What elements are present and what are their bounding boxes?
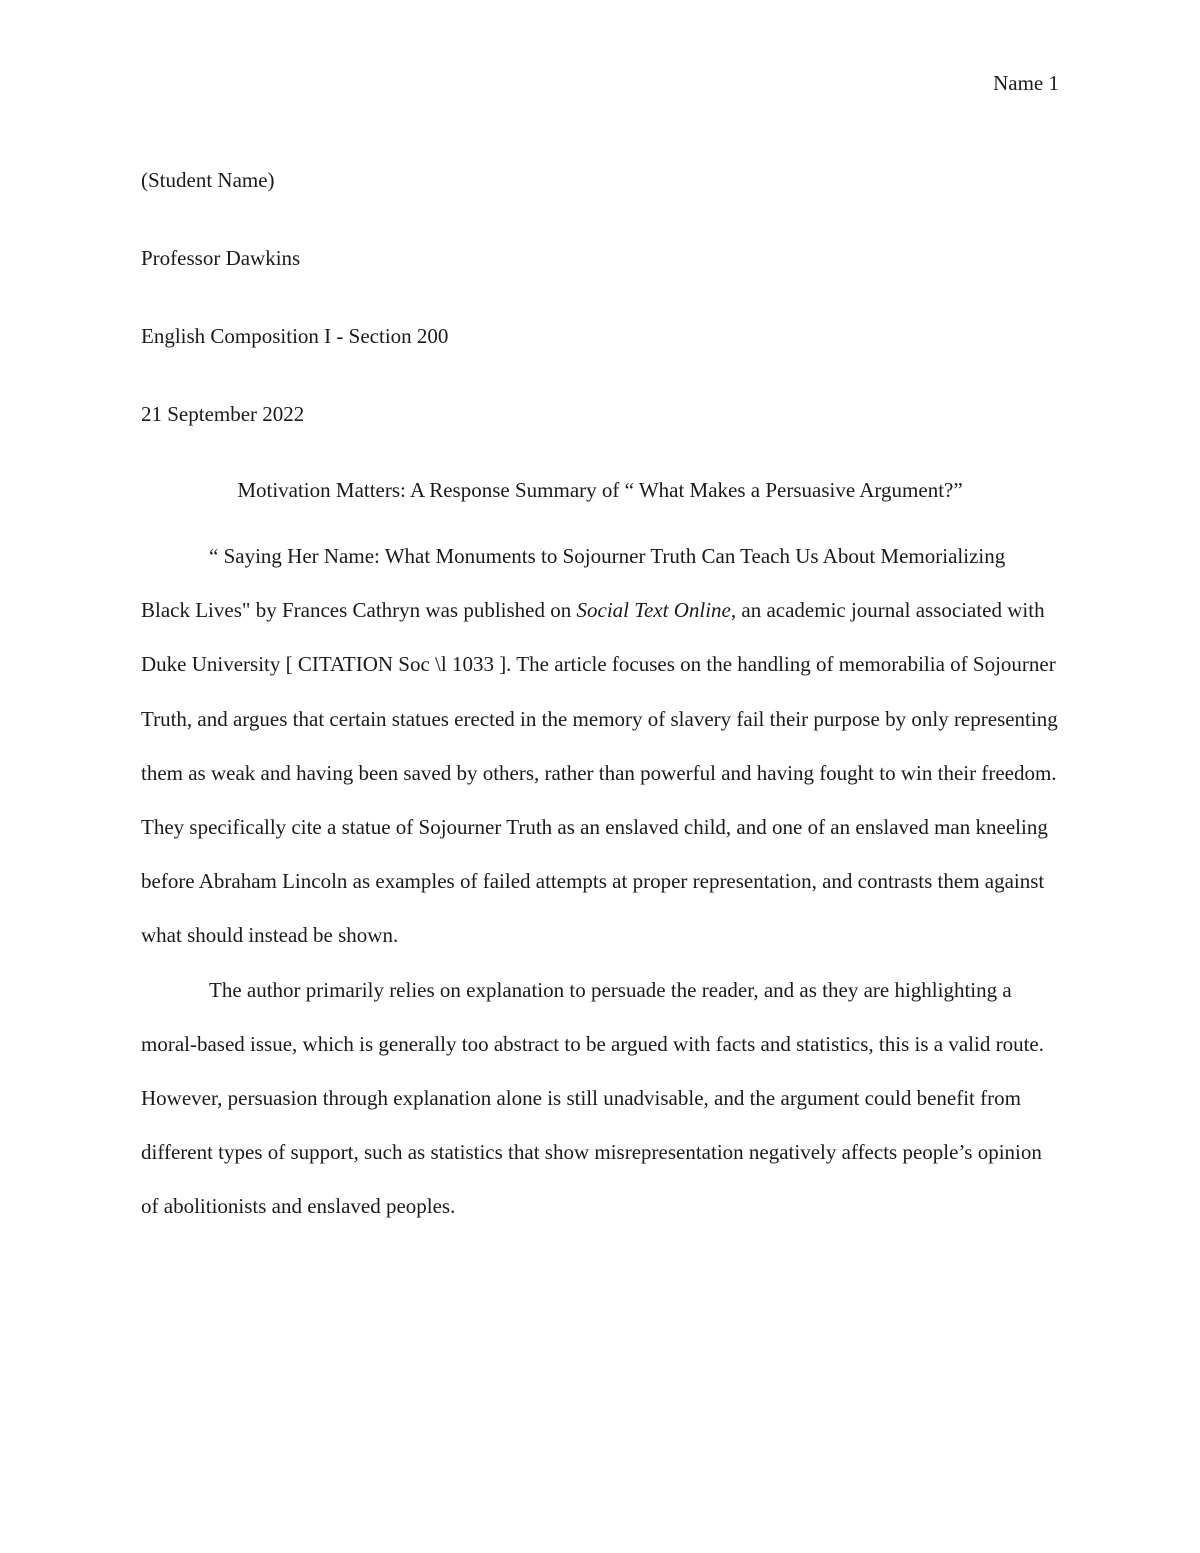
paragraph-1-text-a: “ Saying Her Name: What Monuments to Sojourner Truth Can Teach Us About Memorializing Black Lives" by Frances Cathryn was published on	[141, 544, 1006, 623]
mla-heading	[141, 165, 1059, 477]
date: 21 September 2022	[141, 402, 305, 426]
student-name: (Student Name)	[141, 168, 275, 192]
paragraph-2: The author primarily relies on explanation to persuade the reader, and as they are highlighting a moral-based issue, which is generally too abstract to be argued with facts and statistics, this is a valid route. However, persuasion through explanation alone is still unadvisable, and the argument could benefit from different types of support, such as statistics that show misrepresentation negatively affects people’s opinion of abolitionists and enslaved peoples.	[141, 977, 1044, 1219]
journal-name: Social Text Online,	[576, 598, 737, 623]
running-head: Name 1	[993, 71, 1059, 95]
essay-title: Motivation Matters: A Response Summary of “ What Makes a Persuasive Argument?”	[237, 478, 963, 502]
paragraph-1-text-b: an academic journal associated with Duke University [ CITATION Soc \l 1033 ]. The article focuses on the handling of memorabilia of Sojourner Truth, and argues that certain statues erected in the memory of slavery fail their purpose by only representing them as weak and having been saved by others, rather than powerful and having fought to win their freedom. They specifically cite a statue of Sojourner Truth as an enslaved child, and one of an enslaved man kneeling before Abraham Lincoln as examples of failed attempts at proper representation, and contrasts them against what should instead be shown.	[141, 598, 1058, 948]
professor-name: Professor Dawkins	[141, 246, 301, 270]
course-name: English Composition I - Section 200	[141, 324, 449, 348]
paragraph-1	[141, 529, 1059, 963]
essay-body	[141, 529, 1059, 1234]
